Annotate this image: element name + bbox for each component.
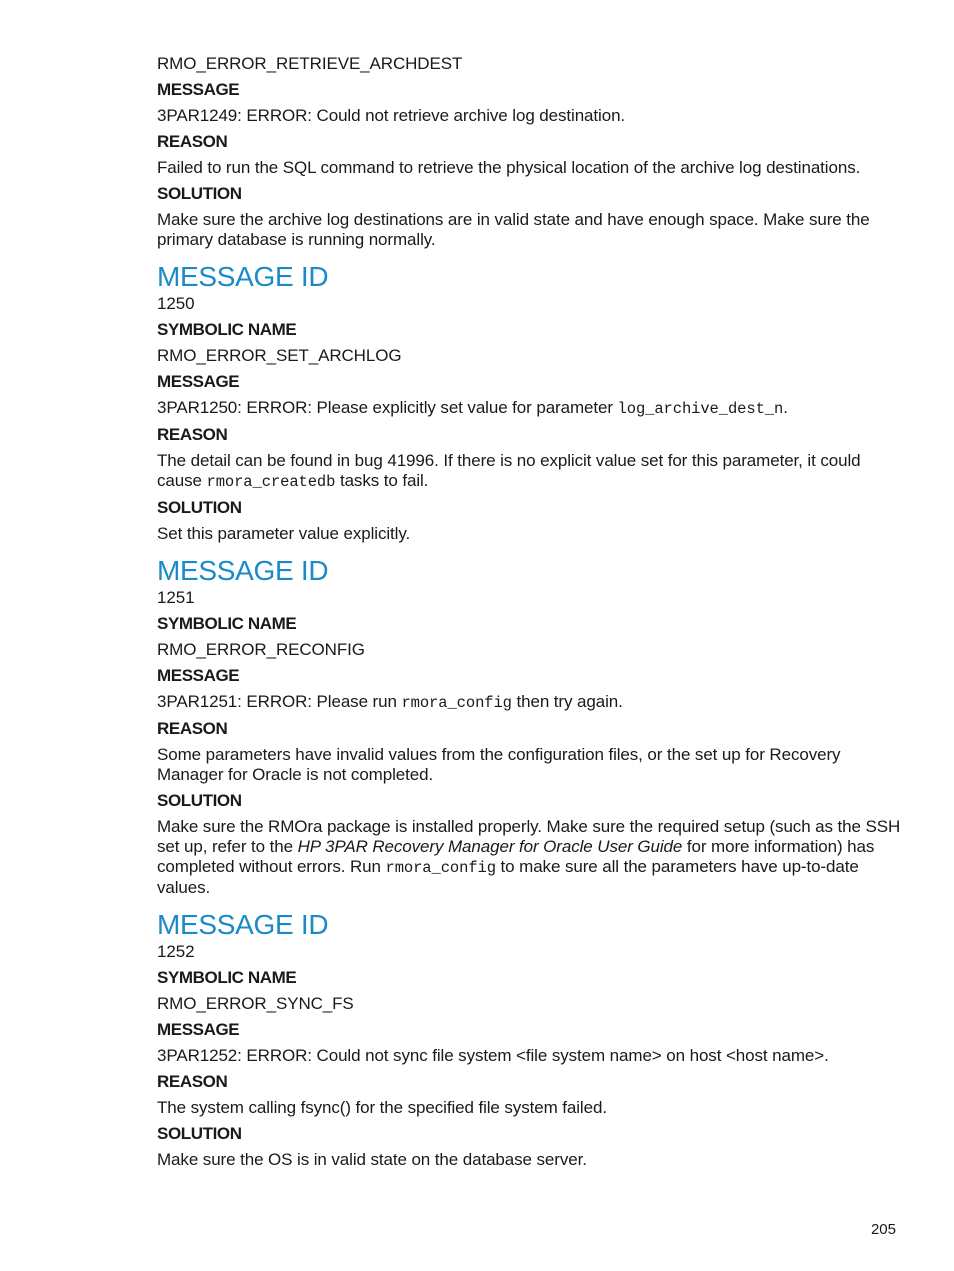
- reason-text: Failed to run the SQL command to retrieve the physical location of the archive log destinations.: [157, 158, 861, 177]
- message-text-post: .: [783, 398, 788, 417]
- solution-label: SOLUTION: [157, 184, 242, 203]
- reason-text-post: tasks to fail.: [335, 471, 429, 490]
- symbolic-name-value: RMO_ERROR_RECONFIG: [157, 640, 365, 659]
- solution-text: Make sure the archive log destinations are in valid state and have enough space. Make sure the primary database is running normally.: [157, 210, 870, 249]
- reason-text: [157, 451, 902, 492]
- message-text-pre: 3PAR1251: ERROR: Please run: [157, 692, 402, 711]
- solution-label: SOLUTION: [157, 498, 242, 517]
- page-content: [157, 54, 902, 1170]
- reason-label: REASON: [157, 132, 228, 151]
- message-id-value: 1250: [157, 294, 195, 313]
- solution-text-mid: for more information) has completed without errors. Run: [157, 837, 875, 876]
- symbolic-name-label: SYMBOLIC NAME: [157, 614, 297, 633]
- symbolic-name-label: SYMBOLIC NAME: [157, 968, 297, 987]
- symbolic-name-label: SYMBOLIC NAME: [157, 320, 297, 339]
- message-id-value: 1252: [157, 942, 195, 961]
- reason-label: REASON: [157, 425, 228, 444]
- message-code: rmora_config: [401, 694, 512, 712]
- solution-text-post: to make sure all the parameters have up-to-date values.: [157, 857, 859, 897]
- message-id-value: 1251: [157, 588, 195, 607]
- symbolic-name-value: RMO_ERROR_SYNC_FS: [157, 994, 354, 1013]
- message-id-heading: MESSAGE ID: [157, 555, 329, 586]
- message-text: 3PAR1252: ERROR: Could not sync file system <file system name> on host <host name>.: [157, 1046, 829, 1065]
- message-text-pre: 3PAR1250: ERROR: Please explicitly set value for parameter: [157, 398, 618, 417]
- reason-code: rmora_createdb: [206, 473, 336, 491]
- message-label: MESSAGE: [157, 666, 240, 685]
- solution-code: rmora_config: [385, 859, 496, 877]
- message-label: MESSAGE: [157, 80, 240, 99]
- message-text: [157, 692, 902, 713]
- message-id-heading: MESSAGE ID: [157, 909, 329, 940]
- reason-label: REASON: [157, 719, 228, 738]
- solution-text-pre: Make sure the RMOra package is installed properly. Make sure the required setup (such as the SSH set up, refer to the: [157, 817, 901, 856]
- solution-label: SOLUTION: [157, 1124, 242, 1143]
- solution-label: SOLUTION: [157, 791, 242, 810]
- reason-text: The system calling fsync() for the specified file system failed.: [157, 1098, 607, 1117]
- message-id-heading: MESSAGE ID: [157, 261, 329, 292]
- solution-text: Make sure the OS is in valid state on the database server.: [157, 1150, 587, 1169]
- message-label: MESSAGE: [157, 372, 240, 391]
- message-code: log_archive_dest_n: [617, 400, 784, 418]
- message-label: MESSAGE: [157, 1020, 240, 1039]
- symbolic-name-value: RMO_ERROR_RETRIEVE_ARCHDEST: [157, 54, 463, 73]
- message-text: 3PAR1249: ERROR: Could not retrieve archive log destination.: [157, 106, 626, 125]
- message-text-post: then try again.: [511, 692, 623, 711]
- user-guide-title: HP 3PAR Recovery Manager for Oracle User Guide: [297, 837, 683, 856]
- solution-text: Set this parameter value explicitly.: [157, 524, 411, 543]
- page-number: 205: [870, 1221, 896, 1238]
- reason-text-pre: The detail can be found in bug 41996. If there is no explicit value set for this parameter, it could cause: [157, 451, 861, 490]
- solution-text: [157, 817, 902, 898]
- message-text: [157, 398, 902, 419]
- symbolic-name-value: RMO_ERROR_SET_ARCHLOG: [157, 346, 402, 365]
- reason-label: REASON: [157, 1072, 228, 1091]
- reason-text: Some parameters have invalid values from the configuration files, or the set up for Recovery Manager for Oracle is not completed.: [157, 745, 841, 784]
